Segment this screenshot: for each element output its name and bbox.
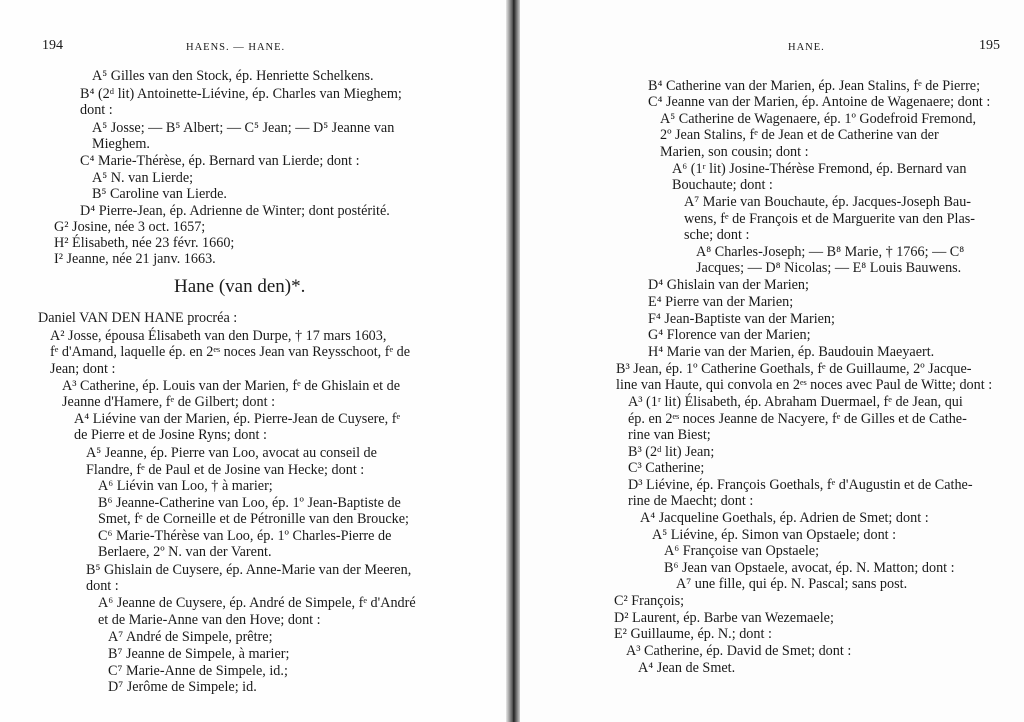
- text-line: E⁴ Pierre van der Marien;: [648, 294, 794, 310]
- text-line: A³ Catherine, ép. Louis van der Marien, fᵉ de Ghislain et de: [62, 378, 401, 394]
- text-line: G⁴ Florence van der Marien;: [648, 327, 811, 343]
- left-text-block-bottom: [0, 0, 506, 722]
- text-line: C⁶ Marie-Thérèse van Loo, ép. 1º Charles-Pierre de: [98, 528, 392, 544]
- text-line: D⁴ Ghislain van der Marien;: [648, 277, 809, 293]
- text-line: G² Josine, née 3 oct. 1657;: [54, 219, 206, 235]
- text-line: A⁷ une fille, qui ép. N. Pascal; sans post.: [676, 576, 908, 592]
- text-line: A⁷ André de Simpele, prêtre;: [108, 629, 273, 645]
- text-line: B⁷ Jeanne de Simpele, à marier;: [108, 646, 290, 662]
- text-line: C² François;: [614, 593, 685, 609]
- text-line: fᵉ d'Amand, laquelle ép. en 2ᵉˢ noces Jean van Reysschoot, fᵉ de: [50, 344, 411, 360]
- text-line: Bouchaute; dont :: [672, 177, 773, 193]
- text-line: 2º Jean Stalins, fᵉ de Jean et de Catherine van der: [660, 127, 939, 143]
- text-line: H² Élisabeth, née 23 févr. 1660;: [54, 235, 235, 251]
- text-line: B⁵ Caroline van Lierde.: [92, 186, 227, 202]
- text-line: F⁴ Jean-Baptiste van der Marien;: [648, 311, 835, 327]
- text-line: B⁴ (2ᵈ lit) Antoinette-Liévine, ép. Charles van Mieghem;: [80, 86, 402, 102]
- text-line: Flandre, fᵉ de Paul et de Josine van Hecke; dont :: [86, 462, 365, 478]
- text-line: line van Haute, qui convola en 2ᵉˢ noces avec Paul de Witte; dont :: [616, 377, 993, 393]
- left-page: [0, 0, 506, 722]
- text-line: I² Jeanne, née 21 janv. 1663.: [54, 251, 216, 267]
- text-line: et de Marie-Anne van den Hove; dont :: [98, 612, 321, 628]
- text-line: Marien, son cousin; dont :: [660, 144, 809, 160]
- text-line: A³ (1ʳ lit) Élisabeth, ép. Abraham Duermael, fᵉ de Jean, qui: [628, 394, 963, 410]
- text-line: A⁶ (1ʳ lit) Josine-Thérèse Fremond, ép. Bernard van: [672, 161, 967, 177]
- text-line: B⁵ Ghislain de Cuysere, ép. Anne-Marie van der Meeren,: [86, 562, 412, 578]
- text-line: A⁵ Gilles van den Stock, ép. Henriette Schelkens.: [92, 68, 374, 84]
- page-number-right: 195: [979, 38, 1000, 53]
- text-line: A⁷ Marie van Bouchaute, ép. Jacques-Joseph Bau-: [684, 194, 972, 210]
- text-line: Daniel VAN DEN HANE procréa :: [38, 310, 238, 326]
- text-line: A⁶ Jeanne de Cuysere, ép. André de Simpele, fᵉ d'André: [98, 595, 416, 611]
- text-line: A⁸ Charles-Joseph; — B⁸ Marie, † 1766; — C⁸: [696, 244, 965, 260]
- text-line: A³ Catherine, ép. David de Smet; dont :: [626, 643, 852, 659]
- text-line: rine de Maecht; dont :: [628, 493, 754, 509]
- text-line: Jacques; — D⁸ Nicolas; — E⁸ Louis Bauwens.: [696, 260, 962, 276]
- page-number-left: 194: [42, 38, 63, 53]
- text-line: Jeanne d'Hamere, fᵉ de Gilbert; dont :: [62, 394, 276, 410]
- text-line: A² Josse, épousa Élisabeth van den Durpe, † 17 mars 1603,: [50, 328, 387, 344]
- text-line: C⁷ Marie-Anne de Simpele, id.;: [108, 663, 288, 679]
- text-line: D⁴ Pierre-Jean, ép. Adrienne de Winter; dont postérité.: [80, 203, 390, 219]
- text-line: B³ Jean, ép. 1º Catherine Goethals, fᵉ de Guillaume, 2º Jacque-: [616, 361, 972, 377]
- text-line: A⁴ Liévine van der Marien, ép. Pierre-Jean de Cuysere, fᵉ: [74, 411, 401, 427]
- running-head-right: HANE.: [788, 42, 825, 53]
- text-line: rine van Biest;: [628, 427, 711, 443]
- running-head-left: HAENS. — HANE.: [186, 42, 286, 53]
- text-line: A⁶ Liévin van Loo, † à marier;: [98, 478, 273, 494]
- text-line: B⁴ Catherine van der Marien, ép. Jean Stalins, fᵉ de Pierre;: [648, 78, 981, 94]
- text-line: wens, fᵉ de François et de Marguerite van den Plas-: [684, 211, 975, 227]
- text-line: Smet, fᵉ de Corneille et de Pétronille van den Broucke;: [98, 511, 409, 527]
- text-line: A⁵ Josse; — B⁵ Albert; — C⁵ Jean; — D⁵ Jeanne van: [92, 120, 395, 136]
- text-line: A⁵ Jeanne, ép. Pierre van Loo, avocat au conseil de: [86, 445, 377, 461]
- right-text-block: [520, 0, 1024, 722]
- text-line: Berlaere, 2º N. van der Varent.: [98, 544, 272, 560]
- text-line: C³ Catherine;: [628, 460, 705, 476]
- text-line: A⁵ N. van Lierde;: [92, 170, 194, 186]
- text-line: A⁶ Françoise van Opstaele;: [664, 543, 820, 559]
- text-line: A⁴ Jacqueline Goethals, ép. Adrien de Smet; dont :: [640, 510, 929, 526]
- text-line: B³ (2ᵈ lit) Jean;: [628, 444, 715, 460]
- right-page: [520, 0, 1024, 722]
- text-line: A⁴ Jean de Smet.: [638, 660, 736, 676]
- text-line: A⁵ Liévine, ép. Simon van Opstaele; dont :: [652, 527, 897, 543]
- text-line: A⁵ Catherine de Wagenaere, ép. 1º Godefroid Fremond,: [660, 111, 977, 127]
- text-line: ép. en 2ᵉˢ noces Jeanne de Nacyere, fᵉ de Gilles et de Cathe-: [628, 411, 967, 427]
- text-line: H⁴ Marie van der Marien, ép. Baudouin Maeyaert.: [648, 344, 935, 360]
- text-line: dont :: [80, 102, 113, 118]
- book-gutter: [506, 0, 520, 722]
- text-line: de Pierre et de Josine Ryns; dont :: [74, 427, 267, 443]
- text-line: C⁴ Jeanne van der Marien, ép. Antoine de Wagenaere; dont :: [648, 94, 991, 110]
- text-line: Jean; dont :: [50, 361, 116, 377]
- text-line: D³ Liévine, ép. François Goethals, fᵉ d'Augustin et de Cathe-: [628, 477, 973, 493]
- text-line: D⁷ Jerôme de Simpele; id.: [108, 679, 257, 695]
- text-line: Mieghem.: [92, 136, 150, 152]
- text-line: E² Guillaume, ép. N.; dont :: [614, 626, 772, 642]
- text-line: B⁶ Jean van Opstaele, avocat, ép. N. Matton; dont :: [664, 560, 955, 576]
- text-line: C⁴ Marie-Thérèse, ép. Bernard van Lierde; dont :: [80, 153, 360, 169]
- text-line: sche; dont :: [684, 227, 750, 243]
- section-title: Hane (van den)*.: [174, 276, 306, 297]
- text-line: dont :: [86, 578, 119, 594]
- text-line: D² Laurent, ép. Barbe van Wezemaele;: [614, 610, 834, 626]
- text-line: B⁶ Jeanne-Catherine van Loo, ép. 1º Jean-Baptiste de: [98, 495, 401, 511]
